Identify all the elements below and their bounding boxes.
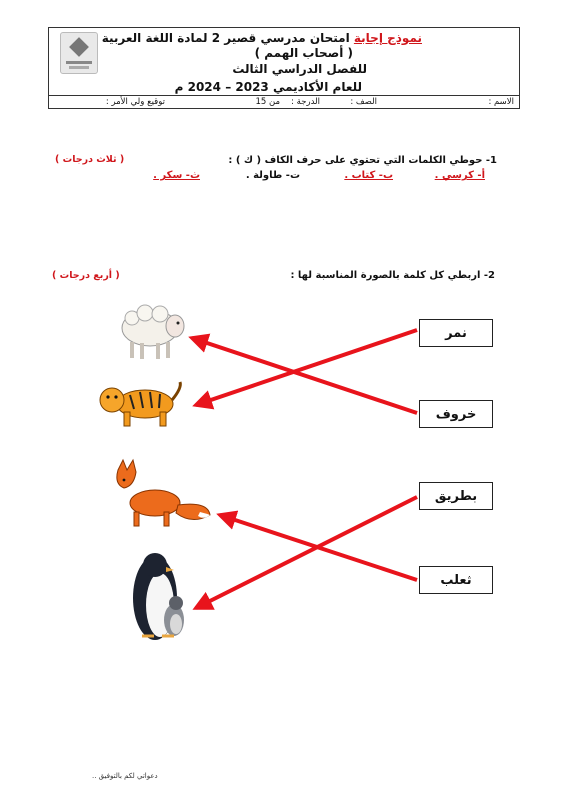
question-1-text: 1- حوطي الكلمات التي تحتوي على حرف الكاف ( ك ) : <box>228 155 497 166</box>
question-2-grade: ( أربع درجات ) <box>52 270 120 281</box>
penguin-image <box>133 553 184 640</box>
word-box-fox: ثعلب <box>419 566 493 594</box>
exam-audience: ( أصحاب الهمم ) <box>254 46 353 60</box>
exam-term: للفصل الدراسي الثالث <box>232 62 367 76</box>
out-of-label: من 15 <box>255 97 280 107</box>
match-line-fox <box>220 515 417 580</box>
guardian-signature-label: توقيع ولي الأمر : <box>105 97 165 107</box>
option-sukkar: ث- سكر . <box>153 170 200 181</box>
footer-wishes: دعواتي لكم بالتوفيق .. <box>92 772 158 780</box>
match-line-sheep <box>192 338 417 413</box>
match-line-tiger <box>196 330 417 405</box>
fox-image <box>117 460 210 526</box>
exam-year: للعام الأكاديمي 2023 – 2024 م <box>174 80 362 94</box>
question-1-grade: ( ثلاث درجات ) <box>55 154 125 165</box>
grade-field-label: الدرجة : <box>291 97 320 107</box>
word-box-penguin: بطريق <box>419 482 493 510</box>
option-kitab: ب- كتاب . <box>344 170 393 181</box>
tiger-image <box>100 382 180 426</box>
exam-title-text: امتحان مدرسي قصير 2 لمادة اللغة العربية <box>101 31 350 45</box>
option-kursi: أ- كرسي . <box>434 170 485 181</box>
question-2-text: 2- اربطي كل كلمة بالصورة المناسبة لها : <box>290 270 495 281</box>
answer-model-label: نموذج إجابة <box>353 31 422 45</box>
class-field-label: الصف : <box>350 97 377 107</box>
word-box-tiger: نمر <box>419 319 493 347</box>
match-line-penguin <box>196 497 417 608</box>
name-field-label: الاسم : <box>488 97 514 107</box>
word-box-sheep: خروف <box>419 400 493 428</box>
option-tawila: ت- طاولة . <box>245 170 300 181</box>
sheep-image <box>122 305 184 359</box>
